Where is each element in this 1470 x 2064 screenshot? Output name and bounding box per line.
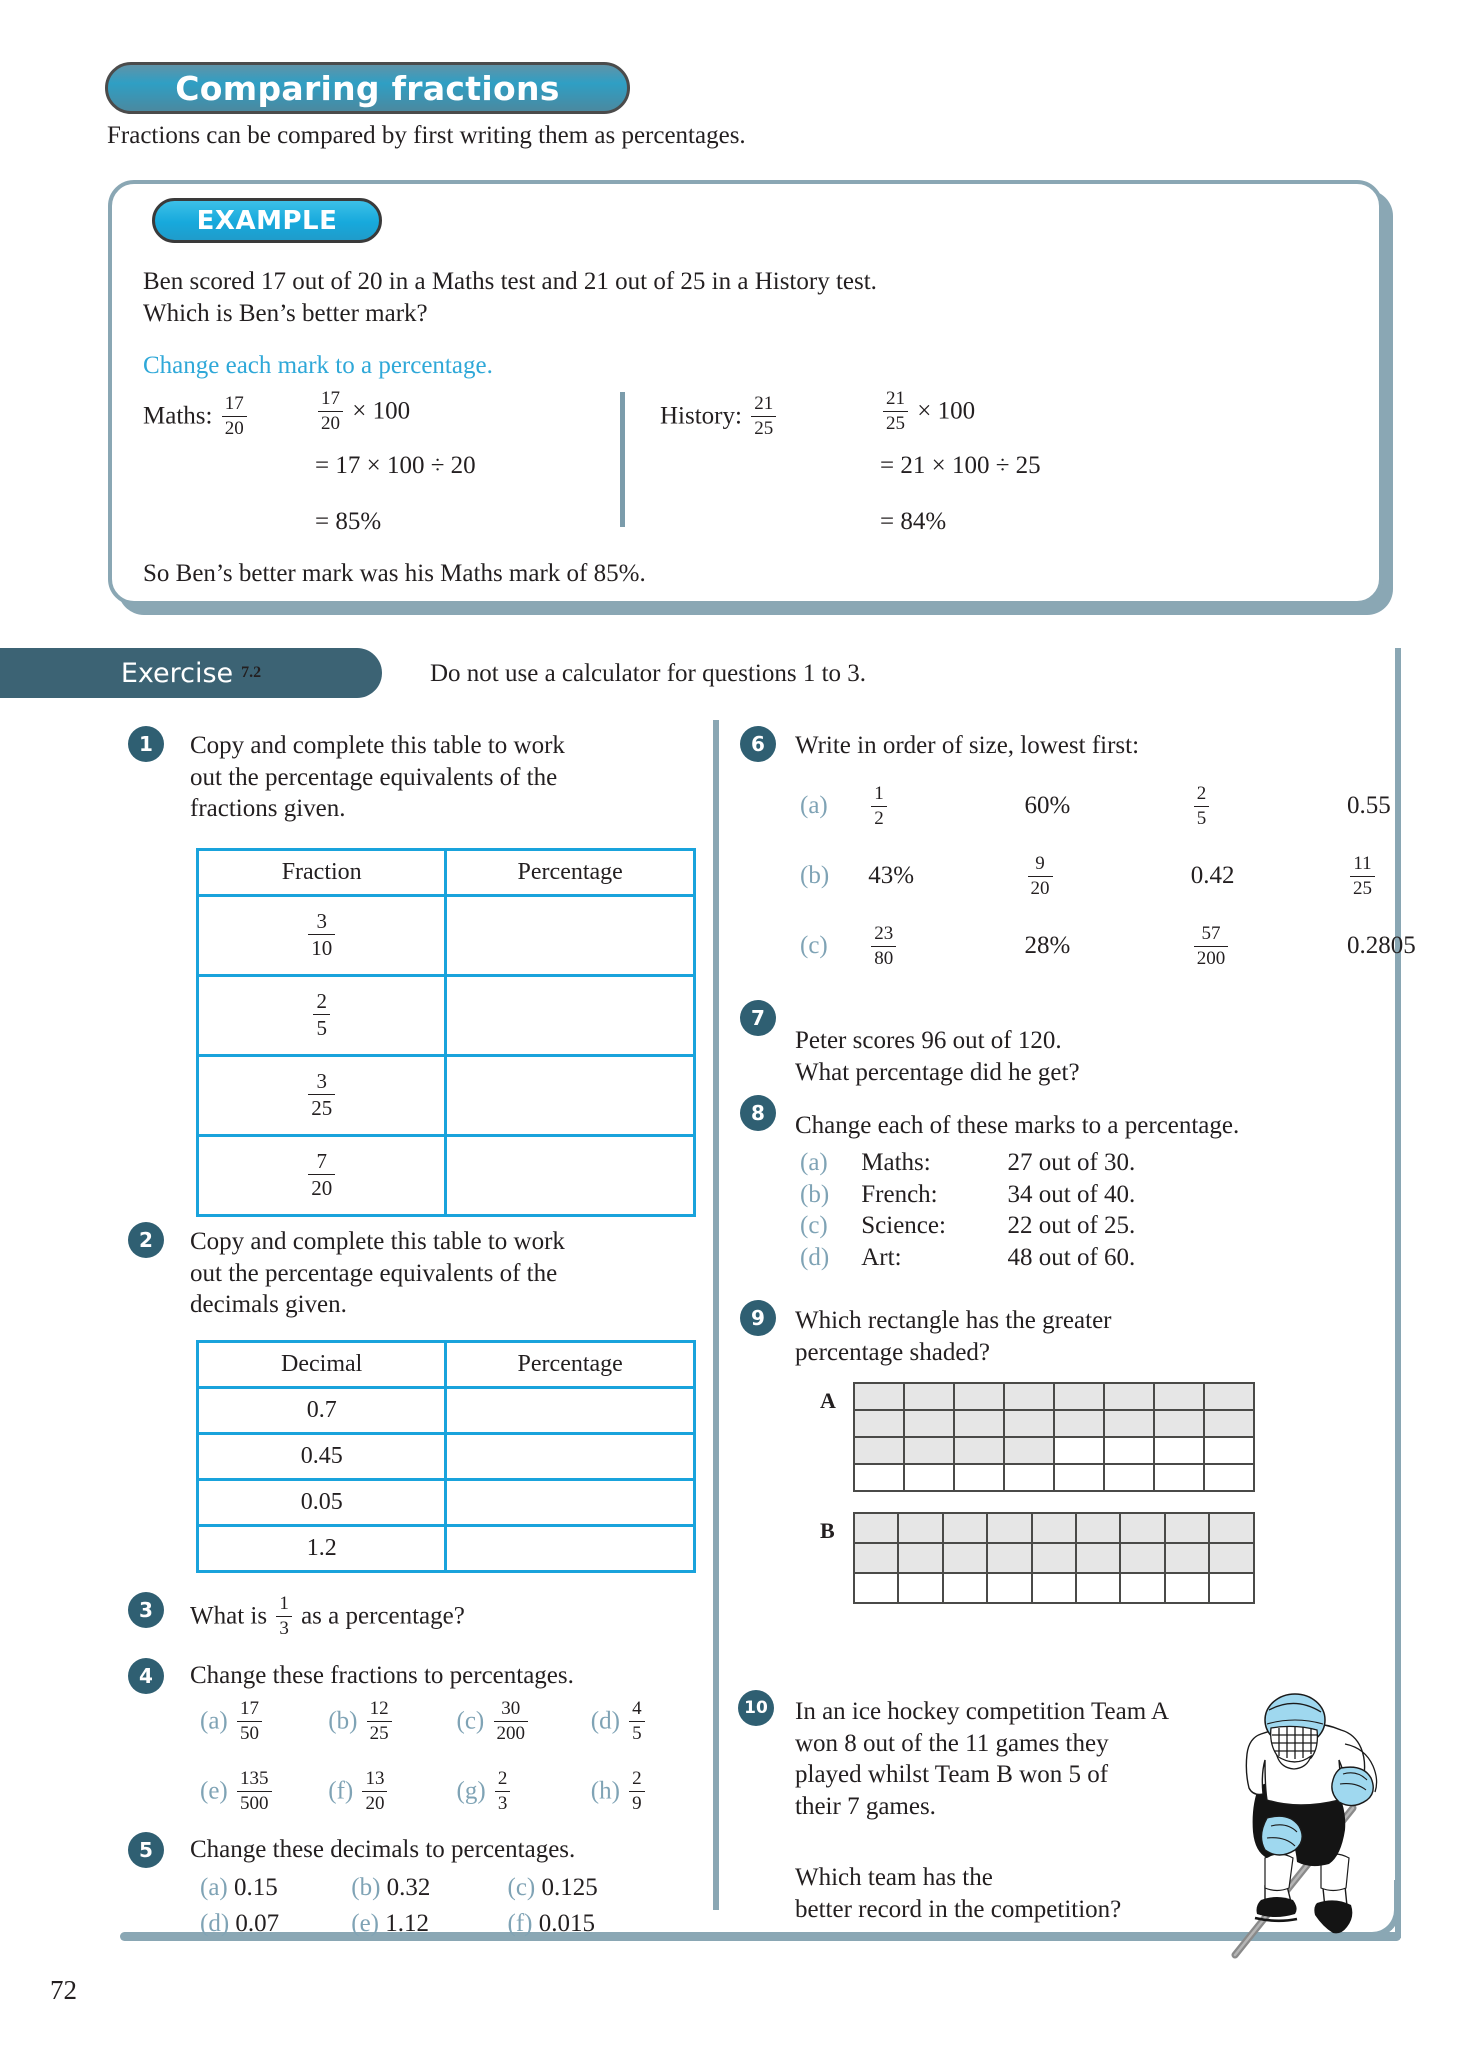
q8-subject-a: Maths: xyxy=(861,1149,931,1176)
maths-step1-tail: × 100 xyxy=(352,397,411,425)
grid-cell xyxy=(854,1410,904,1437)
q6-b-value-2 xyxy=(1025,855,1185,900)
grid-a xyxy=(853,1382,1255,1492)
grid-cell xyxy=(943,1573,987,1603)
grid-cell xyxy=(854,1513,898,1543)
q5-label-d: (d) xyxy=(200,1910,230,1937)
example-box xyxy=(108,180,1383,605)
question-8-text: Change each of these marks to a percentage. xyxy=(795,1112,1240,1139)
grid-cell xyxy=(1204,1464,1254,1491)
example-conclusion: So Ben’s better mark was his Maths mark of 85%. xyxy=(143,560,646,587)
q4-label-c: (c) xyxy=(456,1707,485,1735)
q8-label-c: (c) xyxy=(800,1212,828,1239)
q7-line-2: What percentage did he get? xyxy=(795,1058,1080,1086)
grid-cell xyxy=(1004,1410,1054,1437)
grid-cell xyxy=(854,1383,904,1410)
q6-a-value-1 xyxy=(868,785,1018,830)
q8-item-a xyxy=(800,1147,1135,1179)
q5-item-b xyxy=(351,1872,501,1904)
q10-line-5: Which team has the xyxy=(795,1864,993,1891)
q6-c-fraction-3: $\frac{57}{200}$ xyxy=(1194,924,1229,969)
example-badge-text: EXAMPLE xyxy=(196,205,338,236)
question-number-2: 2 xyxy=(128,1222,164,1258)
q4-item-h xyxy=(591,1770,648,1815)
example-maths-step1 xyxy=(315,390,410,435)
q8-mark-d: 48 out of 60. xyxy=(1007,1243,1136,1271)
grid-cell xyxy=(904,1437,954,1464)
question-number-4: 4 xyxy=(128,1658,164,1694)
q5-label-e: (e) xyxy=(351,1910,379,1937)
grid-cell xyxy=(854,1437,904,1464)
q1-line-3: fractions given. xyxy=(190,795,346,822)
question-7-text xyxy=(795,1025,1080,1088)
ice-hockey-player-illustration xyxy=(1225,1690,1440,1970)
q4-fraction-a: $\frac{17}{50}$ xyxy=(237,1699,262,1744)
q5-label-f: (f) xyxy=(507,1910,533,1937)
table-header-row xyxy=(198,850,695,896)
q1-fraction-2: $\frac{2}{5}$ xyxy=(313,990,330,1040)
q2-line-1: Copy and complete this table to work xyxy=(190,1228,565,1255)
q1-fraction-1: $\frac{3}{10}$ xyxy=(308,910,335,960)
q4-item-a xyxy=(200,1700,322,1745)
q1-cell-fraction-4 xyxy=(198,1136,446,1216)
q6-label-b: (b) xyxy=(800,862,830,890)
exercise-label: Exercise xyxy=(120,657,234,689)
q6-row-a xyxy=(800,785,1391,830)
q1-cell-percentage-4[interactable] xyxy=(446,1136,695,1216)
grid-cell xyxy=(854,1464,904,1491)
q4-item-f xyxy=(328,1770,450,1815)
question-2-text xyxy=(190,1226,660,1321)
q4-label-f: (f) xyxy=(328,1777,354,1805)
q8-subject-b: French: xyxy=(861,1180,938,1208)
grid-cell xyxy=(943,1543,987,1573)
grid-cell xyxy=(1154,1464,1204,1491)
column-divider-rule xyxy=(713,720,719,1910)
q5-label-c: (c) xyxy=(507,1874,536,1901)
q2-line-3: decimals given. xyxy=(190,1291,347,1318)
grid-cell xyxy=(1154,1383,1204,1410)
q10-line-2: won 8 out of the 11 games they xyxy=(795,1729,1109,1757)
q1-cell-percentage-1[interactable] xyxy=(446,896,695,976)
grid-cell xyxy=(1209,1543,1253,1573)
question-5-text: Change these decimals to percentages. xyxy=(190,1836,576,1863)
example-maths-fraction xyxy=(143,395,250,440)
q8-label-a: (a) xyxy=(800,1149,828,1176)
q2-cell-percentage-3[interactable] xyxy=(446,1480,695,1526)
q1-cell-fraction-2 xyxy=(198,976,446,1056)
q4-fraction-f: $\frac{13}{20}$ xyxy=(362,1769,387,1814)
q10-line-3: played whilst Team B won 5 of xyxy=(795,1761,1109,1788)
grid-a-wrapper xyxy=(853,1382,1255,1492)
q5-item-e xyxy=(351,1908,501,1940)
q6-label-c: (c) xyxy=(800,932,828,960)
question-number-5: 5 xyxy=(128,1832,164,1868)
q5-value-b: 0.32 xyxy=(386,1874,431,1901)
grid-cell xyxy=(854,1573,898,1603)
grid-cell xyxy=(943,1513,987,1543)
q5-value-c: 0.125 xyxy=(541,1874,598,1901)
q1-line-1: Copy and complete this table to work xyxy=(190,732,565,759)
question-10-followup xyxy=(795,1862,1121,1925)
example-history-fraction xyxy=(660,395,779,440)
grid-cell xyxy=(987,1543,1031,1573)
q1-cell-percentage-3[interactable] xyxy=(446,1056,695,1136)
grid-cell xyxy=(1204,1437,1254,1464)
q4-fraction-e: $\frac{135}{500}$ xyxy=(237,1769,272,1814)
grid-cell xyxy=(1154,1437,1204,1464)
grid-cell xyxy=(1104,1383,1154,1410)
q8-label-d: (d) xyxy=(800,1243,830,1271)
example-badge xyxy=(152,198,382,243)
example-history-step3: = 84% xyxy=(880,508,947,535)
grid-cell xyxy=(1076,1513,1120,1543)
grid-cell xyxy=(1120,1543,1164,1573)
q6-row-c xyxy=(800,925,1416,970)
grid-cell xyxy=(1204,1383,1254,1410)
exercise-number: 7.2 xyxy=(241,664,262,681)
history-fraction: $\frac{21}{25}$ xyxy=(751,394,776,439)
q5-item-a xyxy=(200,1872,345,1904)
q6-b-value-3: 0.42 xyxy=(1190,862,1235,890)
exercise-banner xyxy=(0,648,382,698)
section-title-text: Comparing fractions xyxy=(175,68,560,108)
q5-value-d: 0.07 xyxy=(235,1910,280,1937)
q4-label-d: (d) xyxy=(590,1707,620,1735)
example-vertical-divider xyxy=(620,392,625,527)
question-6-text: Write in order of size, lowest first: xyxy=(795,732,1140,759)
q6-b-fraction-4: $\frac{11}{25}$ xyxy=(1350,854,1375,899)
q9-line-1: Which rectangle has the greater xyxy=(795,1307,1112,1334)
intro-paragraph: Fractions can be compared by first writing them as percentages. xyxy=(107,122,746,149)
grid-cell xyxy=(1120,1513,1164,1543)
grid-cell xyxy=(1154,1410,1204,1437)
grid-cell xyxy=(1054,1437,1104,1464)
q1-header-percentage: Percentage xyxy=(446,850,695,896)
q8-subject-c: Science: xyxy=(861,1212,946,1239)
q5-item-f xyxy=(508,1908,595,1940)
grid-row xyxy=(854,1383,1254,1410)
grid-cell xyxy=(987,1573,1031,1603)
q4-label-g: (g) xyxy=(456,1777,486,1805)
q6-c-value-2: 28% xyxy=(1024,932,1071,960)
exercise-note: Do not use a calculator for questions 1 to 3. xyxy=(430,660,867,687)
q4-item-c xyxy=(457,1700,585,1745)
grid-cell xyxy=(1054,1464,1104,1491)
grid-cell xyxy=(1104,1464,1154,1491)
grid-row xyxy=(854,1437,1254,1464)
q6-a-fraction-3: $\frac{2}{5}$ xyxy=(1194,784,1210,829)
q6-a-value-2: 60% xyxy=(1024,792,1071,820)
q1-cell-fraction-1 xyxy=(198,896,446,976)
q8-label-b: (b) xyxy=(800,1180,830,1208)
history-label: History: xyxy=(660,402,742,430)
maths-step1-fraction: $\frac{17}{20}$ xyxy=(318,389,343,434)
grid-cell xyxy=(1032,1573,1076,1603)
q5-item-d xyxy=(200,1908,345,1940)
example-question-line-2: Which is Ben’s better mark? xyxy=(143,300,428,327)
q8-item-d xyxy=(800,1242,1135,1274)
grid-cell xyxy=(1165,1543,1209,1573)
grid-cell xyxy=(904,1410,954,1437)
q2-cell-percentage-4[interactable] xyxy=(446,1526,695,1572)
grid-row xyxy=(854,1573,1254,1603)
grid-cell xyxy=(987,1513,1031,1543)
q8-subject-d: Art: xyxy=(861,1243,902,1271)
q5-value-a: 0.15 xyxy=(234,1874,278,1901)
question-number-8: 8 xyxy=(740,1095,776,1131)
grid-cell xyxy=(954,1437,1004,1464)
q4-item-g xyxy=(457,1770,585,1815)
grid-cell xyxy=(1076,1573,1120,1603)
q2-cell-decimal-3: 0.05 xyxy=(198,1480,446,1526)
q10-line-4: their 7 games. xyxy=(795,1792,936,1820)
q4-item-b xyxy=(328,1700,450,1745)
table-header-row xyxy=(198,1342,695,1388)
table-row xyxy=(198,1056,695,1136)
q8-item-c xyxy=(800,1210,1135,1242)
q4-label-a: (a) xyxy=(200,1707,228,1735)
grid-row xyxy=(854,1513,1254,1543)
grid-cell xyxy=(1104,1437,1154,1464)
q1-cell-percentage-2[interactable] xyxy=(446,976,695,1056)
page-number: 72 xyxy=(50,1975,77,2005)
q6-row-b xyxy=(800,855,1378,900)
q4-fraction-b: $\frac{12}{25}$ xyxy=(367,1699,392,1744)
q6-b-value-1: 43% xyxy=(868,862,915,890)
example-question-line-1: Ben scored 17 out of 20 in a Maths test and 21 out of 25 in a History test. xyxy=(143,268,877,295)
grid-row xyxy=(854,1543,1254,1573)
q2-decimal-table xyxy=(196,1340,696,1573)
grid-cell xyxy=(898,1513,942,1543)
q4-item-e xyxy=(200,1770,322,1815)
q2-cell-percentage-2[interactable] xyxy=(446,1434,695,1480)
q2-cell-decimal-2: 0.45 xyxy=(198,1434,446,1480)
q4-label-e: (e) xyxy=(200,1777,228,1805)
grid-cell xyxy=(904,1464,954,1491)
q8-items xyxy=(800,1147,1135,1273)
q4-fraction-d: $\frac{4}{5}$ xyxy=(629,1699,645,1744)
table-row xyxy=(198,1480,695,1526)
grid-cell xyxy=(1054,1383,1104,1410)
history-step1-tail: × 100 xyxy=(917,397,976,425)
q5-items-row-2 xyxy=(200,1908,690,1940)
q6-b-value-4 xyxy=(1347,855,1378,900)
grid-row xyxy=(854,1410,1254,1437)
question-number-9: 9 xyxy=(740,1300,776,1336)
q5-value-f: 0.015 xyxy=(538,1910,595,1937)
q6-b-fraction-2: $\frac{9}{20}$ xyxy=(1028,854,1053,899)
grid-row xyxy=(854,1464,1254,1491)
grid-cell xyxy=(1165,1513,1209,1543)
example-history-step2: = 21 × 100 ÷ 25 xyxy=(880,452,1041,479)
q2-cell-decimal-1: 0.7 xyxy=(198,1388,446,1434)
q6-c-value-1 xyxy=(868,925,1018,970)
grid-b-label: B xyxy=(820,1518,835,1543)
grid-cell xyxy=(954,1410,1004,1437)
grid-cell xyxy=(854,1543,898,1573)
grid-cell xyxy=(1104,1410,1154,1437)
question-number-1: 1 xyxy=(128,726,164,762)
q8-mark-c: 22 out of 25. xyxy=(1007,1212,1136,1239)
question-1-text xyxy=(190,730,660,825)
q6-label-a: (a) xyxy=(800,792,828,820)
table-row xyxy=(198,1434,695,1480)
table-row xyxy=(198,1526,695,1572)
q1-cell-fraction-3 xyxy=(198,1056,446,1136)
question-4-text: Change these fractions to percentages. xyxy=(190,1662,574,1689)
q6-c-value-3 xyxy=(1191,925,1341,970)
q2-header-percentage: Percentage xyxy=(446,1342,695,1388)
grid-cell xyxy=(954,1383,1004,1410)
question-9-text xyxy=(795,1305,1112,1368)
q6-a-value-4: 0.55 xyxy=(1347,792,1391,820)
grid-cell xyxy=(1004,1464,1054,1491)
q8-mark-b: 34 out of 40. xyxy=(1007,1180,1136,1208)
grid-cell xyxy=(1032,1513,1076,1543)
q5-value-e: 1.12 xyxy=(385,1910,429,1937)
q4-label-h: (h) xyxy=(590,1777,620,1805)
history-step1-fraction: $\frac{21}{25}$ xyxy=(883,389,908,434)
q2-header-decimal: Decimal xyxy=(198,1342,446,1388)
q3-fraction: $\frac{1}{3}$ xyxy=(276,1594,292,1639)
grid-cell xyxy=(1004,1437,1054,1464)
q4-item-d xyxy=(591,1700,648,1745)
q6-c-fraction-1: $\frac{23}{80}$ xyxy=(871,924,896,969)
q3-text-before: What is xyxy=(190,1602,268,1630)
q2-line-2: out the percentage equivalents of the xyxy=(190,1259,558,1287)
q4-items-row-2 xyxy=(200,1770,690,1815)
question-3-text xyxy=(190,1595,465,1640)
section-title-banner xyxy=(105,62,630,114)
q8-item-b xyxy=(800,1179,1135,1211)
q10-line-1: In an ice hockey competition Team A xyxy=(795,1698,1170,1725)
grid-cell xyxy=(904,1383,954,1410)
q5-label-b: (b) xyxy=(351,1874,381,1901)
q3-text-after: as a percentage? xyxy=(301,1602,465,1630)
q4-fraction-g: $\frac{2}{3}$ xyxy=(495,1769,511,1814)
q1-line-2: out the percentage equivalents of the xyxy=(190,763,558,791)
q9-line-2: percentage shaded? xyxy=(795,1338,991,1366)
q2-cell-decimal-4: 1.2 xyxy=(198,1526,446,1572)
q4-label-b: (b) xyxy=(328,1707,358,1735)
grid-cell xyxy=(898,1543,942,1573)
q6-a-fraction-1: $\frac{1}{2}$ xyxy=(871,784,887,829)
q1-header-fraction: Fraction xyxy=(198,850,446,896)
grid-cell xyxy=(1032,1543,1076,1573)
grid-b-wrapper xyxy=(853,1512,1255,1604)
maths-fraction: $\frac{17}{20}$ xyxy=(222,394,247,439)
example-maths-step3: = 85% xyxy=(315,508,382,535)
q6-c-value-4: 0.2805 xyxy=(1347,932,1416,960)
q1-fraction-3: $\frac{3}{25}$ xyxy=(308,1070,335,1120)
maths-label: Maths: xyxy=(143,402,213,430)
grid-cell xyxy=(954,1464,1004,1491)
question-number-6: 6 xyxy=(740,726,776,762)
q5-items-row-1 xyxy=(200,1872,690,1904)
q1-fraction-table xyxy=(196,848,696,1217)
grid-cell xyxy=(1209,1513,1253,1543)
table-row xyxy=(198,896,695,976)
grid-cell xyxy=(1004,1383,1054,1410)
table-row xyxy=(198,1388,695,1434)
example-history-step1 xyxy=(880,390,975,435)
table-row xyxy=(198,1136,695,1216)
question-10-text xyxy=(795,1696,1169,1822)
grid-cell xyxy=(1054,1410,1104,1437)
grid-cell xyxy=(1165,1573,1209,1603)
question-number-7: 7 xyxy=(740,1000,776,1036)
grid-cell xyxy=(1076,1543,1120,1573)
q8-mark-a: 27 out of 30. xyxy=(1007,1149,1136,1176)
grid-cell xyxy=(898,1573,942,1603)
example-hint: Change each mark to a percentage. xyxy=(143,352,493,379)
q4-items-row-1 xyxy=(200,1700,690,1745)
table-row xyxy=(198,976,695,1056)
q6-a-value-3 xyxy=(1191,785,1341,830)
question-number-3: 3 xyxy=(128,1592,164,1628)
q1-fraction-4: $\frac{7}{20}$ xyxy=(308,1150,335,1200)
q4-fraction-c: $\frac{30}{200}$ xyxy=(494,1699,529,1744)
q10-line-6: better record in the competition? xyxy=(795,1895,1122,1923)
q5-label-a: (a) xyxy=(200,1874,228,1901)
grid-b xyxy=(853,1512,1255,1604)
question-number-10: 10 xyxy=(738,1690,774,1726)
q4-fraction-h: $\frac{2}{9}$ xyxy=(629,1769,645,1814)
q5-item-c xyxy=(508,1872,598,1904)
grid-a-label: A xyxy=(820,1388,836,1413)
example-maths-step2: = 17 × 100 ÷ 20 xyxy=(315,452,476,479)
grid-cell xyxy=(1120,1573,1164,1603)
q2-cell-percentage-1[interactable] xyxy=(446,1388,695,1434)
q7-line-1: Peter scores 96 out of 120. xyxy=(795,1027,1062,1054)
grid-cell xyxy=(1209,1573,1253,1603)
grid-cell xyxy=(1204,1410,1254,1437)
